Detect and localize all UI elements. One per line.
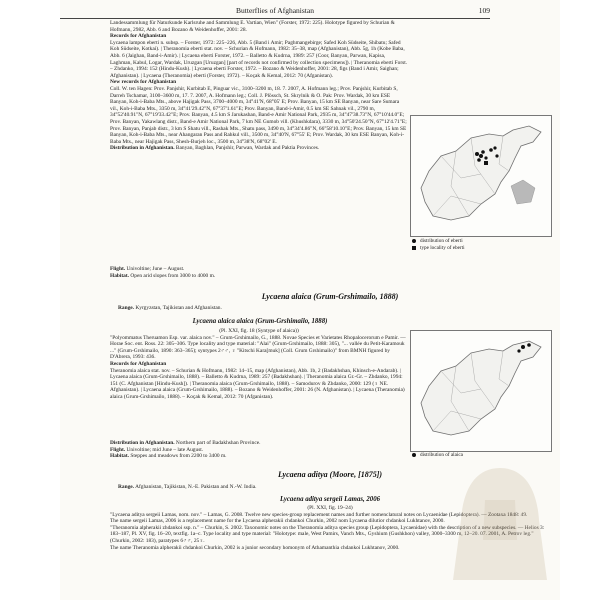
alaica-records: Theranomia alaica stat. nov. – Schurian & Hofmann, 1982: 14–15, map (Afghanistan), Abb. 1b, 2 (Badakhshan, Khinsch-e-Andarab). | Lycaena alaica (Grum-Grshimailo, 1888). – Balletto & Kudrna, 1989: 257 (Badakhshan). | Theranomia alaica Gr.-Gr. – Zhdanko, 1994: 151 (C. Afghanistan [Hindu-Kush]). | Theranomia alaica (Grum-Grshimailo, 1888). – Samodurov & Zhdanko, 2000: 129 (♀ NE. Afghanistan). | Lycaena alaica (Grum-Grshimailo, 1888). – Bozano & Weidenhoffer, 2001: 26 (N. Afghanistan). | Lycaena (Theranomia) alaica (Grum-Grshimailo, 1888). – Koçak & Kemal, 2012: 70 (Afganistan). <box>110 367 405 400</box>
eberti-distribution: Banyan, Baghlan, Panjshir, Parwan, Wardak and Paktia Provinces. <box>175 145 320 152</box>
aditya-species-heading: Lycaena aditya (Moore, [1875]) <box>277 470 383 479</box>
legend-item: distribution of alaica <box>412 452 552 459</box>
alaica-species-heading: Lycaena alaica (Grum-Grshimailo, 1888) <box>261 292 399 301</box>
eberti-distribution-label: Distribution in Afghanistan. <box>110 145 175 152</box>
alaica-text-column <box>110 328 408 438</box>
eberti-records: Lycaena lampon eberti n. subsp. – Forster, 1972: 225–226, Abb. 5 (Band i Amir; Paghmangebirge; Safed Koh Südseite, Shibatu; Safed Koh Südseite, Kotkai). | Theranomia eberti stat. nov. – Schurian & Hofmann, 1982: 35–38, map (Afghanistan), Abb. 5g, 1h (Kobe Baba, Abb. 6 (Jaighan, Band-i-Amir). | Lycaena eberti Forster, 1972. – Balletto & Kudrna, 1989: 257 (Coor, Banyan, Parwan, Kapisa, Laghman, Kabul, Logar, Wardak, Uruzgan [Uruzgan] [part of records not confirmed by collection specimens]). | Theranomia eberti Forst. – Zhdanko, 1994: 152 (Hindu-Kush). | Lycaena eberti Forster, 1972. – Bozano & Weidenhoffer, 2001: 28, figs (Band i Amir, Saighan; Afghanistan). | Lycaena (Theranomia) eberti (Forster, 1972). – Koçak & Kemal, 2012: 70 (Afganistan). <box>110 39 408 79</box>
eberti-distribution-map <box>410 115 552 237</box>
legend-item: distribution of eberti <box>412 238 552 245</box>
eberti-text-column <box>110 20 408 265</box>
aditya-paragraph-1: "Lycaena aditya sergeii Lamas, nom. nov." – Lamas, G. 2008. Twelve new species-group replacement names and further nomenclatural notes on Lycaenidae (Lepidoptera). — Zootaxa 1848: 49. <box>110 511 528 518</box>
aditya-paragraph-3: "Theranomia alpherakii zhdankoi ssp. n." – Churkin, S. 2002. Taxonomic notes on the Theranomia aditya species group (Lepidoptera, Lycaenidae) with the description of a new subspecies. — Helios 3: 183–187, Pl. XV, fig. 16–20, textfig. 1a–c. Type locality and type material: "Holotype: male, West Pamirs, Vanch Mts., Gyshium (Gushkhon) valley, 3000–3300 m, 12–20. 07. 2001, A. Petrov leg." (Churkin, 2002: 183), paratypes 6♂♂, 25♀. <box>110 524 545 544</box>
eberti-intro: Landessammlung für Naturkunde Karlsruhe and Sammlung E. Vartian, Wien" (Forster, 1972: 225). Holotype figured by Schurian & Hofmann, 2982, Abb. 6 and Bozano & Weidenhoffer, 2001: 28. <box>110 20 395 33</box>
alaica-plate: (Pl. XXI, fig. 18 (Syntype of alaica)) <box>219 328 299 334</box>
eberti-flight: Univoltine; June – August. <box>126 266 185 272</box>
afghanistan-map-1 <box>411 116 551 236</box>
alaica-records-heading: Records for Afghanistan <box>110 360 167 367</box>
alaica-map-legend <box>412 452 552 459</box>
eberti-habitat: Open arid slopes from 3000 to 4000 m. <box>130 272 216 279</box>
eberti-new-records-heading: New records for Afghanistan <box>110 79 177 86</box>
eberti-habitat-label: Habitat. <box>110 272 130 279</box>
alaica-distribution-block: Distribution in Afghanistan. Northern part of Badakhshan Province. Flight. Univoltine; mid June – late August. Habitat. Steppes and meadows from 2200 to 3400 m. <box>110 440 261 460</box>
page-number: 109 <box>478 6 490 15</box>
alaica-range: Range. Kyrgyzstan, Tajikistan and Afghanistan. <box>118 305 222 311</box>
eberti-new-records: Coll. W. ten Hagen: Prov. Panjshir, Kurbitab E, Pinguar vic., 3100–3200 m, 18. 7. 2007, A. Hofmann leg.; Prov. Panjshir, Kurbitab S, Darreh Tschamar, 3100–3600 m, 17. 7. 2007, A. Hofmann leg.; Coll. J. Plössch, St. Skrylnik & O. Pak: Prov. Wardak, 30 km ESE Banyan, Koh-i-Baba Mts., above Hajigak Pass, 3700–4000 m, 34°41'N, 68°05' E; Prov. Banyan, 15 km SE Banyan, near Sare Sumara vil., Koh-i-Baba Mts., 3350 m, 34°41'29.42"N, 67°37'1.61"E; Prov. Banyan, Band-i-Amir, 0.5 km SE Sahnak vil., 2790 m, 34°52'40.91"N, 67°19'33.42"E; Prov. Banyan, 4.5 km S Jarukashan, Band-e Amir National Park, 2935 m, 34°47'38.73"N, 67°10'44.0"E; Prov. Banyan, Yakawlang distr., Band-e Amir National Park, 7 km NE Gumob vill. (Khushkdara), 3330 m, 34°50'24.50"N, 67°12'4.71"E; Prov. Banyan, Panjab distr., 3 km S Shatu vill., Rashak Mts., Shatu pass, 3490 m, 34°34'4.86"N, 66°58'10.10"E; Prov. Banyan, 15 km SE Banyan, Koh-i-Baba Mts., near Ahangaran Pass and Rahkul vill., 3500 m, 34°40'N, 67°55' E; Prov. Wardak, 30 km ESE Banyan, Koh-i-Baba Mts., near Hajigak Pass, Shesh-Burjeh loc., 3500 m, 34°38'N, 68°02' E. <box>110 85 407 145</box>
eberti-map-legend <box>412 238 552 252</box>
afghanistan-map-2 <box>411 331 551 451</box>
running-header <box>60 6 490 19</box>
eberti-flight-label: Flight. <box>110 266 126 272</box>
eberti-flight-habitat <box>110 266 410 279</box>
running-title: Butterflies of Afghanistan <box>236 6 314 15</box>
alaica-distribution-map <box>410 330 552 452</box>
aditya-paragraph-2: The name sergeii Lamas, 2006 is a replacement name for the Lycaena alpherakii chdankoi Churkin, 2002 nom Lycaena dilutior chdankoi Lukhtanov, 2000. <box>110 518 445 525</box>
aditya-plate: (Pl. XXI, fig. 19–24) <box>307 505 353 511</box>
eberti-records-heading: Records for Afghanistan <box>110 33 167 40</box>
aditya-subspecies-heading: Lycaena aditya sergeii Lamas, 2006 <box>280 496 380 503</box>
aditya-range: Range. Afghanistan, Tajikistan, N.-E. Pakistan and N.-W. India. <box>118 484 257 490</box>
alaica-original-description: "Polyommatus Theruamon Esp. var. alaica nov." – Grum-Grshimailo, G., 1888. Novae Species et Varietates Rhopalocerorum e Pamir. — Horae Soc. ent. Ross. 22: 305–306. Type locality and type material: "Alai" (Grum-Grshimailo, 1888: 305), "... vallée du Petit-Karamouk ..." (Grum-Grshimailo, 1890: 363–365); syntypes 2♂♂, ♀ "Kitschi Kara[muk] (Coll. Grum Grshimailo)" from BMNH figured by D'Abrera, 1993: 436. <box>110 334 406 361</box>
aditya-paragraph-4: The name Theranomia alpherakii chdankoi Churkin, 2002 is a junior secondary homonym of Athamanthia chdankoi Lukhtanov, 2000. <box>110 544 400 551</box>
alaica-subspecies-heading: Lycaena alaica alaica (Grum-Grshimailo, 1888) <box>192 318 328 325</box>
pharaoh-watermark <box>445 460 555 590</box>
legend-item: type locality of eberti <box>412 245 552 252</box>
